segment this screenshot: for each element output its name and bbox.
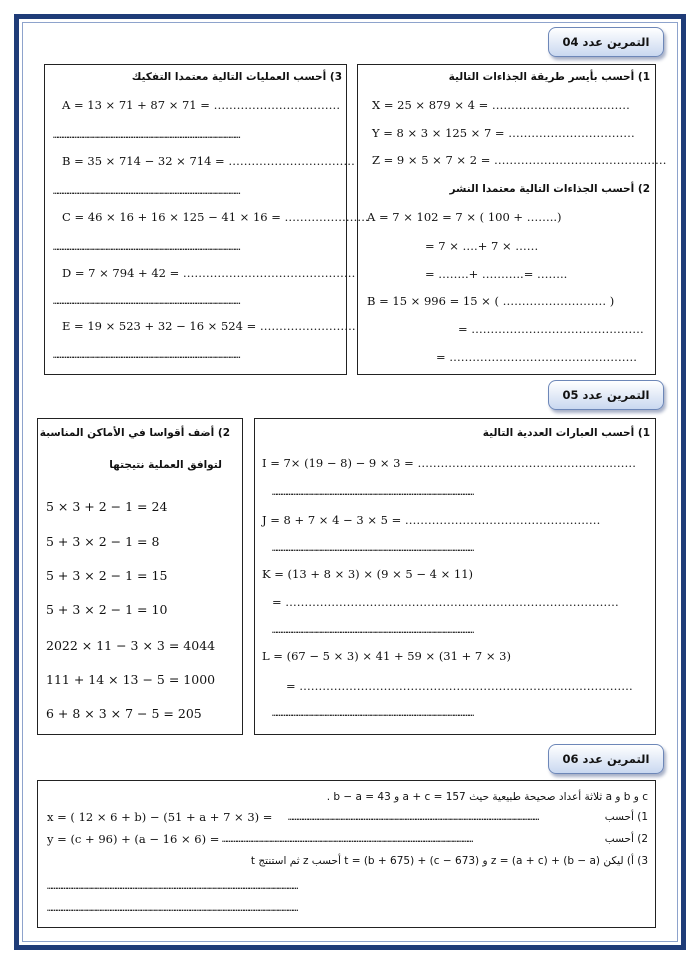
ex04-right-title-2: 2) أحسب الجذاءات التالية معتمدا النشر — [449, 183, 650, 195]
ex06-dots-2: ……………………………………………………………………………………………………………………………………… — [47, 904, 298, 914]
ex04-line-b: B = 15 × 996 = 15 × ( ……………………… ) — [367, 294, 615, 308]
ex05-right-title: 1) أحسب العبارات العددية التالية — [482, 427, 650, 439]
ex04-line-a: A = 7 × 102 = 7 × ( 100 + ……..) — [367, 210, 562, 224]
ex05-expr-6: 111 + 14 × 13 − 5 = 1000 — [46, 672, 216, 687]
ex05-right-dots-4: …………………………………………………………………………………………………………… — [272, 709, 474, 719]
ex04-line-E: E = 19 × 523 + 32 − 16 × 524 = ……………………. — [62, 319, 356, 333]
ex04-line-z: Z = 9 × 5 × 7 × 2 = ……………………………………… — [372, 153, 667, 167]
ex05-line-k: K = (13 + 8 × 3) × (9 × 5 − 4 × 11) — [262, 567, 474, 581]
ex06-dots-1: ……………………………………………………………………………………………………………………………………… — [47, 882, 298, 892]
ex06-q1-dots: ……………………………………………………………………………………………………………………………………… — [288, 813, 539, 823]
ex05-right-dots-1: …………………………………………………………………………………………………………… — [272, 488, 474, 498]
ex06-intro: c و b و a ثلاثة أعداد صحيحة طبيعية حيث a + c = 157 و b − a = 43 . — [326, 791, 648, 803]
ex05-expr-7: 6 + 8 × 3 × 7 − 5 = 205 — [46, 706, 202, 721]
ex05-left-subtitle: لتوافق العملية نتيجتها — [109, 459, 222, 471]
exercise-05-banner: التمرين عدد 05 — [548, 380, 664, 410]
exercise-04-banner: التمرين عدد 04 — [548, 27, 664, 57]
ex04-line-b2: = ……………………………………… — [458, 322, 644, 336]
ex06-q2-expr: y = (c + 96) + (a − 16 × 6) = — [47, 832, 220, 846]
ex05-expr-3: 5 + 3 × 2 − 1 = 15 — [46, 568, 168, 583]
ex05-line-j: J = 8 + 7 × 4 − 3 × 5 = …………………………………………… — [262, 513, 601, 527]
ex06-q3: 3) أ) ليكن z = (a + c) + (b − a) و t = (b + 675) + (c − 673) أحسب z ثم استنتج t — [250, 855, 648, 867]
ex05-expr-1: 5 × 3 + 2 − 1 = 24 — [46, 499, 168, 514]
ex05-right-dots-2: …………………………………………………………………………………………………………… — [272, 544, 474, 554]
ex04-left-dots-4: …………………………………………………………………………………………………… — [53, 297, 240, 307]
ex04-line-C: C = 46 × 16 + 16 × 125 − 41 × 16 = …………………. — [62, 210, 369, 224]
ex06-q2-label: 2) أحسب — [604, 833, 648, 845]
ex04-left-dots-1: …………………………………………………………………………………………………… — [53, 131, 240, 141]
ex05-left-title: 2) أضف أقواسا في الأماكن المناسبة — [39, 427, 230, 439]
ex05-line-l2: = …………………………………………………………………………… — [286, 679, 633, 693]
ex05-expr-4: 5 + 3 × 2 − 1 = 10 — [46, 602, 168, 617]
ex04-left-title: 3) أحسب العمليات التالية معتمدا التفكيك — [131, 71, 342, 83]
ex04-line-y: Y = 8 × 3 × 125 × 7 = …………………………… — [372, 126, 635, 140]
ex04-line-B: B = 35 × 714 − 32 × 714 = …………………………… — [62, 154, 355, 168]
ex04-line-x: X = 25 × 879 × 4 = ……………………………… — [372, 98, 630, 112]
ex04-line-D: D = 7 × 794 + 42 = ……………………………………… — [62, 266, 356, 280]
ex04-line-A: A = 13 × 71 + 87 × 71 = …………………………… — [62, 98, 341, 112]
ex05-line-k2: = …………………………………………………………………………… — [272, 595, 619, 609]
ex05-line-i: I = 7× (19 − 8) − 9 × 3 = ………………………………………………… — [262, 456, 636, 470]
ex04-left-dots-2: …………………………………………………………………………………………………… — [53, 187, 240, 197]
ex06-q1-expr: x = ( 12 × 6 + b) − (51 + a + 7 × 3) = — [47, 810, 273, 824]
ex04-line-a3: = ……..+ ………..= …….. — [425, 267, 568, 281]
ex04-line-a2: = 7 × ….+ 7 × …… — [425, 239, 539, 253]
ex05-line-l: L = (67 − 5 × 3) × 41 + 59 × (31 + 7 × 3) — [262, 649, 511, 663]
ex04-left-dots-3: …………………………………………………………………………………………………… — [53, 243, 240, 253]
ex05-right-dots-3: …………………………………………………………………………………………………………… — [272, 626, 474, 636]
ex04-left-dots-5: …………………………………………………………………………………………………… — [53, 351, 240, 361]
ex04-line-b3: = …………………………………………. — [436, 350, 637, 364]
ex05-expr-2: 5 + 3 × 2 − 1 = 8 — [46, 534, 160, 549]
ex05-expr-5: 2022 × 11 − 3 × 3 = 4044 — [46, 638, 216, 653]
ex04-right-title-1: 1) أحسب بأيسر طريقة الجذاءات التالية — [448, 71, 650, 83]
exercise-06-banner: التمرين عدد 06 — [548, 744, 664, 774]
ex06-q1-label: 1) أحسب — [604, 811, 648, 823]
ex06-q2-dots: ……………………………………………………………………………………………………………………………………… — [222, 835, 473, 845]
